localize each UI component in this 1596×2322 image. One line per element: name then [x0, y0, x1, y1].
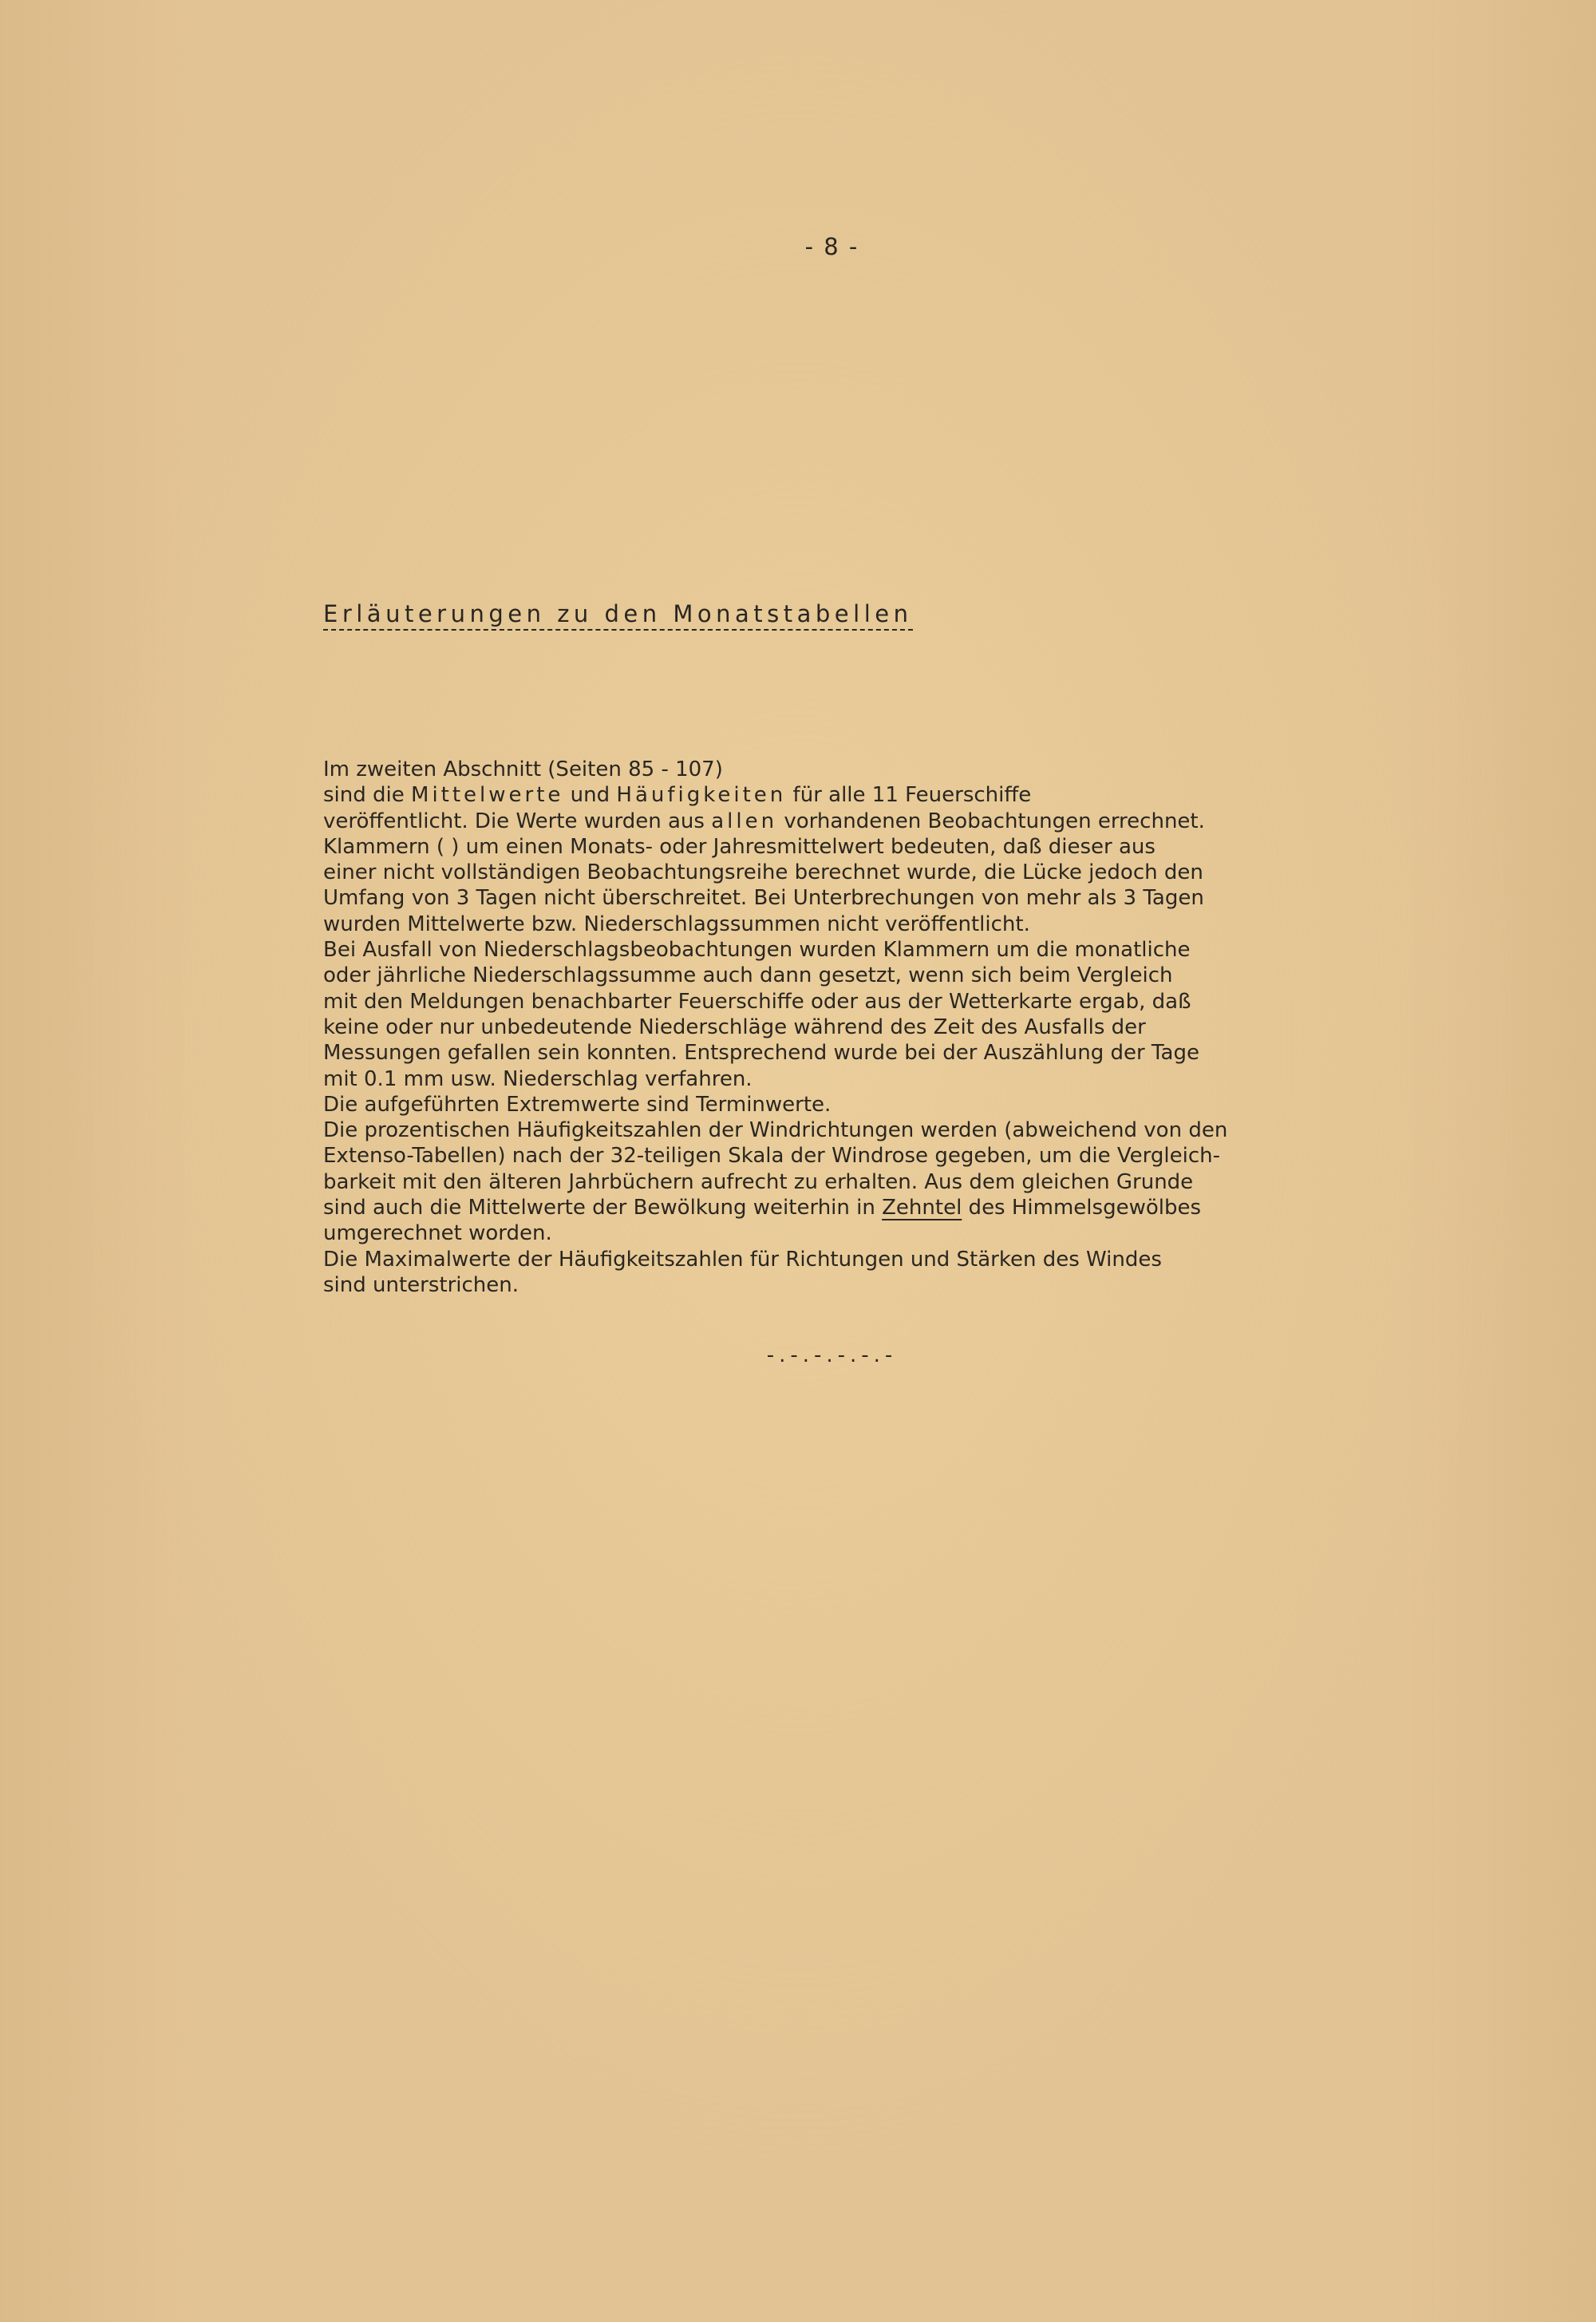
body-line — [323, 1143, 1329, 1169]
text-run: Im zweiten Abschnitt (Seiten 85 - 107) — [323, 758, 723, 781]
text-run: wurden Mittelwerte bzw. Niederschlagssummen nicht veröffentlicht. — [323, 912, 1030, 936]
text-run: Messungen gefallen sein konnten. Entsprechend wurde bei der Auszählung der Tage — [323, 1041, 1199, 1066]
body-line — [323, 782, 1329, 808]
text-run: sind auch die Mittelwerte der Bewölkung weiterhin in — [323, 1196, 883, 1220]
text-run: und — [563, 783, 617, 808]
body-line — [323, 1040, 1329, 1066]
spaced-emphasis: allen — [711, 809, 778, 833]
text-run: Extenso-Tabellen) nach der 32-teiligen Skala der Windrose gegeben, um die Vergleich- — [323, 1144, 1220, 1169]
body-line — [323, 1220, 1329, 1246]
body-line — [323, 1117, 1329, 1143]
section-heading: Erläuterungen zu den Monatstabellen — [323, 600, 913, 631]
text-run: Klammern ( ) um einen Monats- oder Jahresmittelwert bedeuten, daß dieser aus — [323, 834, 1156, 859]
body-line — [323, 963, 1329, 988]
text-run: oder jährliche Niederschlagssumme auch dann gesetzt, wenn sich beim Vergleich — [323, 963, 1173, 988]
text-run: sind unterstrichen. — [323, 1272, 519, 1297]
body-line — [323, 1195, 1329, 1220]
body-line — [323, 1247, 1329, 1272]
text-run: Umfang von 3 Tagen nicht überschreitet. Bei Unterbrechungen von mehr als 3 Tagen — [323, 886, 1204, 911]
body-line — [323, 1015, 1329, 1040]
body-line — [323, 1092, 1329, 1117]
text-run: für alle 11 Feuerschiffe — [786, 783, 1032, 808]
body-line — [323, 937, 1329, 963]
text-run: Die Maximalwerte der Häufigkeitszahlen für Richtungen und Stärken des Windes — [323, 1247, 1162, 1272]
text-run: des Himmelsgewölbes — [962, 1196, 1202, 1220]
body-line — [323, 834, 1329, 860]
body-line — [323, 1272, 1329, 1298]
body-line — [323, 860, 1329, 885]
text-run: mit den Meldungen benachbarter Feuerschiffe oder aus der Wetterkarte ergab, daß — [323, 989, 1191, 1014]
text-run: barkeit mit den älteren Jahrbüchern aufrecht zu erhalten. Aus dem gleichen Grunde — [323, 1169, 1194, 1194]
body-line — [323, 809, 1329, 834]
spaced-emphasis: Mittelwerte — [411, 783, 564, 808]
end-mark: -.-.-.-.-.- — [766, 1343, 898, 1367]
text-run: sind die — [323, 783, 412, 808]
body-line — [323, 912, 1329, 937]
text-run: einer nicht vollständigen Beobachtungsreihe berechnet wurde, die Lücke jedoch den — [323, 860, 1203, 885]
underlined-term: Zehntel — [882, 1196, 962, 1220]
text-run: keine oder nur unbedeutende Niederschläge während des Zeit des Ausfalls der — [323, 1015, 1146, 1039]
body-line — [323, 1169, 1329, 1195]
body-line — [323, 1066, 1329, 1092]
text-run: veröffentlicht. Die Werte wurden aus — [323, 809, 712, 833]
body-text — [323, 757, 1329, 1298]
text-run: mit 0.1 mm usw. Niederschlag verfahren. — [323, 1066, 753, 1091]
text-run: Die prozentischen Häufigkeitszahlen der Windrichtungen werden (abweichend von den — [323, 1118, 1228, 1143]
text-run: Die aufgeführten Extremwerte sind Terminwerte. — [323, 1092, 832, 1117]
text-run: vorhandenen Beobachtungen errechnet. — [777, 809, 1205, 833]
body-line — [323, 885, 1329, 911]
body-line — [323, 757, 1329, 782]
body-line — [323, 989, 1329, 1015]
text-run: umgerechnet worden. — [323, 1221, 552, 1246]
page-number: - 8 - — [804, 233, 859, 260]
text-run: Bei Ausfall von Niederschlagsbeobachtungen wurden Klammern um die monatliche — [323, 938, 1191, 963]
spaced-emphasis: Häufigkeiten — [616, 783, 787, 808]
